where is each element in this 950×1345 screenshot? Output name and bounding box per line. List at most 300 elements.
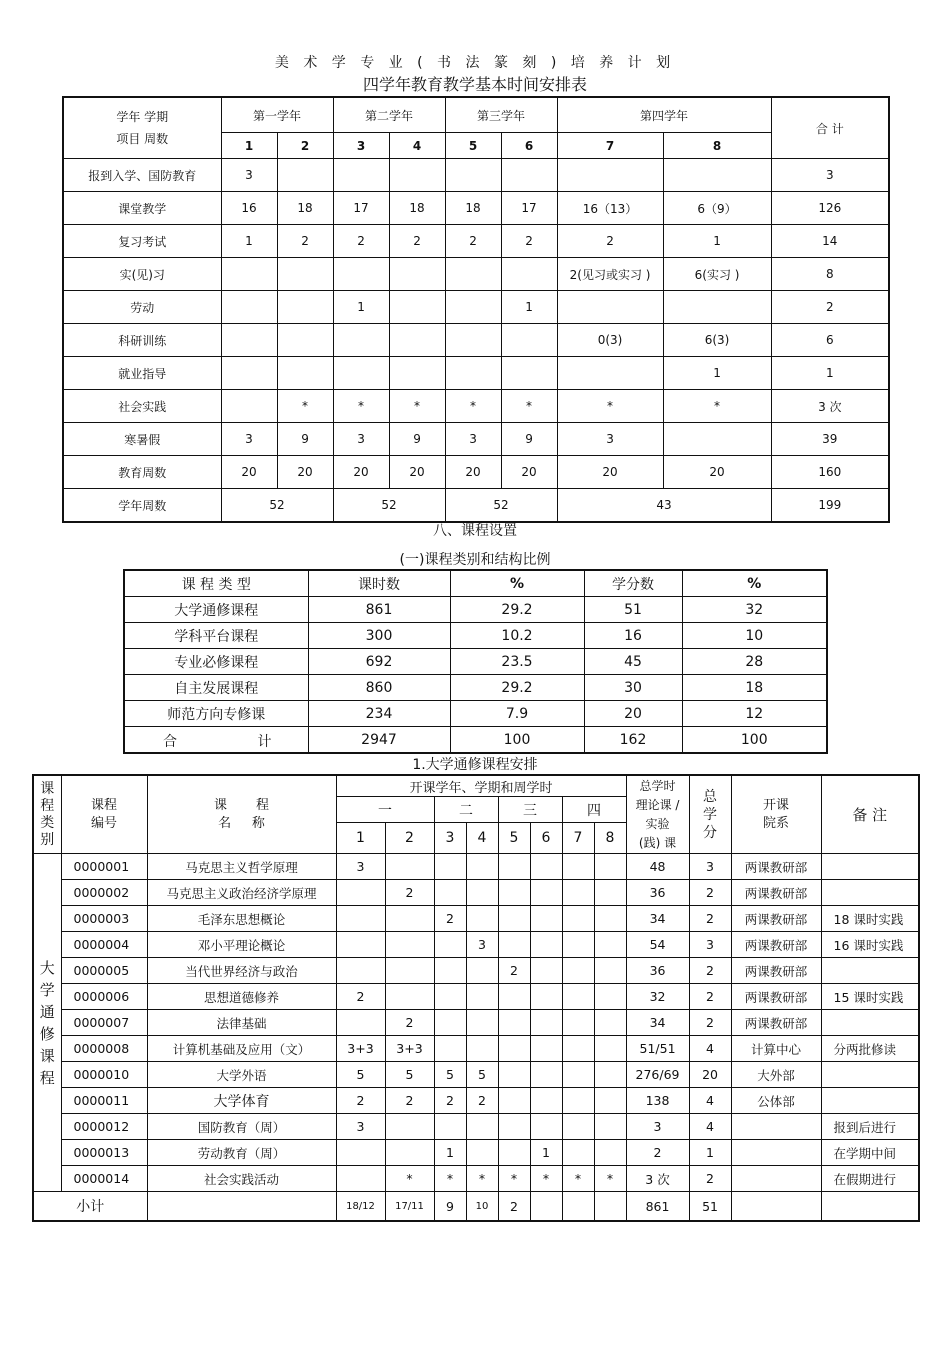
year-cell: 一: [336, 797, 434, 823]
course-term-hours: [594, 854, 626, 880]
course-term-hours: [466, 958, 498, 984]
schedule-row: [63, 423, 889, 456]
schedule-row-label: 课堂教学: [63, 192, 221, 225]
course-row: [33, 1140, 919, 1166]
course-term-hours: [594, 984, 626, 1010]
course-term-hours: [562, 1088, 594, 1114]
structure-header: 课时数: [308, 570, 450, 597]
course-total-hours: 276/69: [626, 1062, 689, 1088]
schedule-cell: 9: [501, 423, 557, 456]
schedule-row: [63, 390, 889, 423]
corner-line-2: 项目 周数: [116, 132, 169, 146]
course-term-hours: [530, 932, 562, 958]
hours-header: [626, 775, 689, 854]
structure-cell: 7.9: [450, 701, 584, 727]
structure-body: [124, 597, 827, 727]
schedule-row-label: 科研训练: [63, 324, 221, 357]
structure-total-cell: 162: [584, 727, 682, 754]
course-term-hours: 2: [385, 880, 434, 906]
schedule-cell: [333, 159, 389, 192]
course-term-hours: [498, 984, 530, 1010]
section-course-setting: 八、课程设置: [433, 523, 517, 539]
schedule-row-total: 160: [771, 456, 889, 489]
course-term-hours: [466, 906, 498, 932]
course-total-hours: 36: [626, 880, 689, 906]
schedule-cell: 16: [221, 192, 277, 225]
schedule-cell: [389, 324, 445, 357]
course-term-hours: [385, 932, 434, 958]
structure-cell: 20: [584, 701, 682, 727]
course-code: 0000014: [61, 1166, 147, 1192]
course-term-hours: [530, 880, 562, 906]
course-credits: 3: [689, 854, 731, 880]
term-header: 5: [445, 133, 501, 159]
schedule-cell: *: [663, 390, 771, 423]
structure-row: [124, 597, 827, 623]
schedule-corner-header: [63, 97, 221, 159]
course-term-hours: 3+3: [336, 1036, 385, 1062]
course-note: [821, 1062, 919, 1088]
structure-type: 专业必修课程: [124, 649, 308, 675]
schedule-cell: 1: [663, 225, 771, 258]
schedule-row-label: 实(见)习: [63, 258, 221, 291]
schedule-cell: 20: [557, 456, 663, 489]
subtotal-term: [594, 1192, 626, 1222]
schedule-cell: [389, 357, 445, 390]
year-weeks-cell: 43: [557, 489, 771, 523]
course-term-hours: 5: [466, 1062, 498, 1088]
structure-cell: 16: [584, 623, 682, 649]
schedule-cell: [277, 324, 333, 357]
structure-cell: 32: [682, 597, 827, 623]
category-header-text: 课程类别: [40, 780, 55, 848]
course-term-hours: [594, 1088, 626, 1114]
course-term-hours: 2: [336, 984, 385, 1010]
schedule-cell: [445, 159, 501, 192]
course-name: 邓小平理论概论: [147, 932, 336, 958]
schedule-cell: 18: [277, 192, 333, 225]
course-term-hours: *: [498, 1166, 530, 1192]
course-code: 0000010: [61, 1062, 147, 1088]
course-name: 法律基础: [147, 1010, 336, 1036]
course-term-hours: [385, 1140, 434, 1166]
course-term-hours: [434, 984, 466, 1010]
course-dept: 两课教研部: [731, 958, 821, 984]
structure-cell: 30: [584, 675, 682, 701]
year-weeks-total: 199: [771, 489, 889, 523]
course-row: [33, 1062, 919, 1088]
course-term-hours: 1: [530, 1140, 562, 1166]
course-term-hours: [594, 932, 626, 958]
schedule-row-total: 126: [771, 192, 889, 225]
schedule-row-total: 1: [771, 357, 889, 390]
course-row: [33, 854, 919, 880]
category-label: 大学通修课程: [39, 958, 55, 1087]
structure-cell: 45: [584, 649, 682, 675]
course-dept: [731, 1140, 821, 1166]
course-term-hours: 2: [466, 1088, 498, 1114]
course-term-hours: 3: [336, 1114, 385, 1140]
schedule-cell: [277, 159, 333, 192]
course-total-hours: 34: [626, 1010, 689, 1036]
subtotal-term: 18/12: [336, 1192, 385, 1222]
course-term-hours: [385, 984, 434, 1010]
course-term-hours: [336, 1010, 385, 1036]
schedule-row-total: 8: [771, 258, 889, 291]
structure-header: %: [450, 570, 584, 597]
course-term-hours: *: [466, 1166, 498, 1192]
subtotal-term: 2: [498, 1192, 530, 1222]
course-name: 社会实践活动: [147, 1166, 336, 1192]
schedule-cell: 20: [333, 456, 389, 489]
schedule-cell: 2(见习或实习 ): [557, 258, 663, 291]
schedule-cell: 3: [445, 423, 501, 456]
year-header: 第四学年: [557, 97, 771, 133]
year-header: 第一学年: [221, 97, 333, 133]
schedule-cell: 20: [221, 456, 277, 489]
course-code: 0000007: [61, 1010, 147, 1036]
course-term-hours: *: [385, 1166, 434, 1192]
year-cell: 三: [498, 797, 562, 823]
term-header: 3: [333, 133, 389, 159]
structure-header: %: [682, 570, 827, 597]
course-name: 国防教育（周）: [147, 1114, 336, 1140]
course-dept: 两课教研部: [731, 854, 821, 880]
schedule-title: 四学年教育教学基本时间安排表: [362, 75, 587, 94]
course-term-hours: 2: [434, 1088, 466, 1114]
structure-type: 大学通修课程: [124, 597, 308, 623]
course-total-hours: 34: [626, 906, 689, 932]
course-term-hours: [562, 906, 594, 932]
course-dept: 两课教研部: [731, 1010, 821, 1036]
schedule-cell: [389, 291, 445, 324]
structure-cell: 10: [682, 623, 827, 649]
course-term-hours: [530, 854, 562, 880]
schedule-cell: [277, 258, 333, 291]
schedule-row-total: 6: [771, 324, 889, 357]
course-note: [821, 1010, 919, 1036]
course-term-hours: [336, 880, 385, 906]
structure-row: [124, 701, 827, 727]
schedule-cell: [445, 291, 501, 324]
structure-row: [124, 649, 827, 675]
structure-cell: 300: [308, 623, 450, 649]
course-note: 18 课时实践: [821, 906, 919, 932]
schedule-cell: 9: [277, 423, 333, 456]
course-code: 0000008: [61, 1036, 147, 1062]
schedule-cell: [333, 357, 389, 390]
course-row: [33, 984, 919, 1010]
course-term-hours: 3+3: [385, 1036, 434, 1062]
course-term-hours: 2: [498, 958, 530, 984]
course-term-hours: [466, 1140, 498, 1166]
course-row: [33, 1166, 919, 1192]
course-note: [821, 1088, 919, 1114]
schedule-cell: 3: [557, 423, 663, 456]
course-credits: 4: [689, 1088, 731, 1114]
term-cell: 4: [466, 823, 498, 854]
structure-cell: 692: [308, 649, 450, 675]
course-name: 思想道德修养: [147, 984, 336, 1010]
structure-total-cell: 100: [450, 727, 584, 754]
name-header-line-2: 名 称: [218, 815, 265, 831]
course-body: [33, 854, 919, 1222]
schedule-row: [63, 159, 889, 192]
schedule-row-total: 3 次: [771, 390, 889, 423]
schedule-row: [63, 291, 889, 324]
schedule-cell: 20: [501, 456, 557, 489]
schedule-cell: [445, 324, 501, 357]
schedule-row-total: 14: [771, 225, 889, 258]
course-term-hours: 5: [336, 1062, 385, 1088]
schedule-cell: 1: [663, 357, 771, 390]
course-term-hours: 5: [434, 1062, 466, 1088]
schedule-row: [63, 192, 889, 225]
course-term-hours: [498, 1036, 530, 1062]
schedule-cell: [663, 423, 771, 456]
schedule-cell: 2: [557, 225, 663, 258]
course-term-hours: [498, 854, 530, 880]
corner-line-1: 学年 学期: [116, 110, 169, 124]
name-header-line-1: 课 程: [214, 797, 269, 813]
course-code: 0000003: [61, 906, 147, 932]
schedule-cell: 18: [445, 192, 501, 225]
course-code: 0000004: [61, 932, 147, 958]
schedule-row: [63, 225, 889, 258]
course-total-hours: 32: [626, 984, 689, 1010]
course-total-hours: 2: [626, 1140, 689, 1166]
course-term-hours: [498, 880, 530, 906]
structure-total-label: [124, 727, 308, 754]
schedule-cell: 16（13）: [557, 192, 663, 225]
term-cell: 8: [594, 823, 626, 854]
schedule-cell: [663, 291, 771, 324]
course-credits: 2: [689, 1010, 731, 1036]
course-term-hours: [562, 854, 594, 880]
course-term-hours: 2: [336, 1088, 385, 1114]
schedule-row-label: 就业指导: [63, 357, 221, 390]
course-term-hours: [562, 1062, 594, 1088]
schedule-cell: [557, 159, 663, 192]
schedule-cell: [277, 291, 333, 324]
schedule-cell: 3: [221, 423, 277, 456]
course-term-hours: *: [594, 1166, 626, 1192]
course-term-hours: [385, 906, 434, 932]
course-dept: 两课教研部: [731, 880, 821, 906]
schedule-body: [63, 159, 889, 489]
course-code: 0000011: [61, 1088, 147, 1114]
course-code-header: [61, 775, 147, 854]
course-dept: [731, 1166, 821, 1192]
course-row: [33, 1088, 919, 1114]
structure-total-cell: 100: [682, 727, 827, 754]
course-total-hours: 48: [626, 854, 689, 880]
course-credits: 2: [689, 880, 731, 906]
section-general-courses-text: 1.大学通修课程安排: [412, 757, 538, 773]
course-term-hours: [466, 984, 498, 1010]
schedule-cell: *: [557, 390, 663, 423]
course-term-hours: [498, 906, 530, 932]
schedule-cell: *: [389, 390, 445, 423]
course-term-hours: [594, 1114, 626, 1140]
course-term-hours: [530, 958, 562, 984]
course-term-hours: [466, 1114, 498, 1140]
schedule-cell: 3: [221, 159, 277, 192]
course-term-hours: [498, 1114, 530, 1140]
total-label-right: 计: [257, 734, 272, 750]
total-header: 合 计: [771, 97, 889, 159]
course-term-hours: [594, 1036, 626, 1062]
course-row: [33, 906, 919, 932]
course-term-hours: [466, 880, 498, 906]
schedule-cell: [501, 357, 557, 390]
course-term-hours: [562, 1036, 594, 1062]
credits-header-text: 总学分: [703, 788, 718, 841]
schedule-cell: 1: [221, 225, 277, 258]
course-name: 大学外语: [147, 1062, 336, 1088]
course-note: 在学期中间: [821, 1140, 919, 1166]
schedule-row-total: 3: [771, 159, 889, 192]
schedule-cell: 0(3): [557, 324, 663, 357]
term-header: 6: [501, 133, 557, 159]
course-total-hours: 36: [626, 958, 689, 984]
course-credits: 2: [689, 984, 731, 1010]
course-dept: 两课教研部: [731, 984, 821, 1010]
schedule-cell: [221, 258, 277, 291]
course-term-hours: [385, 854, 434, 880]
course-term-hours: [594, 906, 626, 932]
code-header-line-2: 编号: [90, 815, 117, 831]
schedule-row-label: 教育周数: [63, 456, 221, 489]
course-term-hours: [594, 958, 626, 984]
course-credits: 2: [689, 1166, 731, 1192]
structure-cell: 860: [308, 675, 450, 701]
course-dept: 两课教研部: [731, 932, 821, 958]
structure-cell: 29.2: [450, 675, 584, 701]
course-term-hours: [434, 1010, 466, 1036]
course-note: 16 课时实践: [821, 932, 919, 958]
course-row: [33, 1036, 919, 1062]
subtotal-term: 9: [434, 1192, 466, 1222]
schedule-row: [63, 258, 889, 291]
section-structure: (一)课程类别和结构比例: [399, 552, 551, 568]
term-header: 1: [221, 133, 277, 159]
structure-row: [124, 675, 827, 701]
course-credits: 4: [689, 1114, 731, 1140]
course-total-hours: 3 次: [626, 1166, 689, 1192]
course-credits: 4: [689, 1036, 731, 1062]
schedule-cell: [389, 159, 445, 192]
course-term-hours: *: [434, 1166, 466, 1192]
year-weeks-cell: 52: [333, 489, 445, 523]
schedule-row: [63, 357, 889, 390]
schedule-cell: 20: [445, 456, 501, 489]
category-header: [33, 775, 61, 854]
structure-cell: 234: [308, 701, 450, 727]
course-table: [32, 774, 920, 1222]
structure-cell: 28: [682, 649, 827, 675]
schedule-cell: 3: [333, 423, 389, 456]
course-term-hours: [594, 880, 626, 906]
course-term-hours: [336, 958, 385, 984]
term-cell: 3: [434, 823, 466, 854]
course-term-hours: [530, 1036, 562, 1062]
structure-header: 学分数: [584, 570, 682, 597]
schedule-cell: 20: [277, 456, 333, 489]
structure-cell: 29.2: [450, 597, 584, 623]
schedule-cell: *: [277, 390, 333, 423]
schedule-row: [63, 456, 889, 489]
schedule-row-total: 39: [771, 423, 889, 456]
course-total-hours: 3: [626, 1114, 689, 1140]
course-term-hours: 1: [434, 1140, 466, 1166]
course-name: 计算机基础及应用（文）: [147, 1036, 336, 1062]
course-name: 毛泽东思想概论: [147, 906, 336, 932]
course-term-hours: [498, 1010, 530, 1036]
schedule-cell: [333, 258, 389, 291]
schedule-cell: [445, 357, 501, 390]
year-header: 第三学年: [445, 97, 557, 133]
structure-cell: 10.2: [450, 623, 584, 649]
structure-cell: 51: [584, 597, 682, 623]
plan-title: 美 术 学 专 业 ( 书 法 篆 刻 ) 培 养 计 划: [274, 55, 676, 71]
schedule-span-header: 开课学年、学期和周学时: [336, 775, 626, 797]
schedule-row-label: 社会实践: [63, 390, 221, 423]
course-term-hours: 2: [385, 1010, 434, 1036]
course-note: 15 课时实践: [821, 984, 919, 1010]
course-term-hours: [498, 932, 530, 958]
schedule-row: [63, 324, 889, 357]
subtotal-note-empty: [821, 1192, 919, 1222]
course-row: [33, 932, 919, 958]
structure-type: 学科平台课程: [124, 623, 308, 649]
subtotal-term: 17/11: [385, 1192, 434, 1222]
course-credits: 20: [689, 1062, 731, 1088]
section-general-courses: [0, 754, 950, 774]
schedule-cell: *: [333, 390, 389, 423]
term-header: 4: [389, 133, 445, 159]
course-row: [33, 880, 919, 906]
schedule-cell: 1: [501, 291, 557, 324]
course-total-hours: 54: [626, 932, 689, 958]
course-term-hours: [562, 880, 594, 906]
schedule-cell: 6(3): [663, 324, 771, 357]
course-name: 马克思主义政治经济学原理: [147, 880, 336, 906]
course-term-hours: [466, 1036, 498, 1062]
course-term-hours: 2: [385, 1088, 434, 1114]
course-name: 大学体育: [147, 1088, 336, 1114]
course-term-hours: 3: [336, 854, 385, 880]
hours-header-text: 总学时 理论课 / 实验 (践) 课: [635, 778, 680, 850]
course-term-hours: [562, 984, 594, 1010]
course-term-hours: [594, 1010, 626, 1036]
course-credits: 2: [689, 906, 731, 932]
term-header: 7: [557, 133, 663, 159]
subtotal-row: [33, 1192, 919, 1222]
structure-cell: 18: [682, 675, 827, 701]
schedule-cell: 9: [389, 423, 445, 456]
course-code: 0000006: [61, 984, 147, 1010]
schedule-row-label: 寒暑假: [63, 423, 221, 456]
schedule-cell: *: [501, 390, 557, 423]
schedule-cell: [221, 324, 277, 357]
structure-header: 课 程 类 型: [124, 570, 308, 597]
term-header: 8: [663, 133, 771, 159]
course-credits: 2: [689, 958, 731, 984]
dept-header: [731, 775, 821, 854]
course-term-hours: [466, 1010, 498, 1036]
term-cell: 5: [498, 823, 530, 854]
